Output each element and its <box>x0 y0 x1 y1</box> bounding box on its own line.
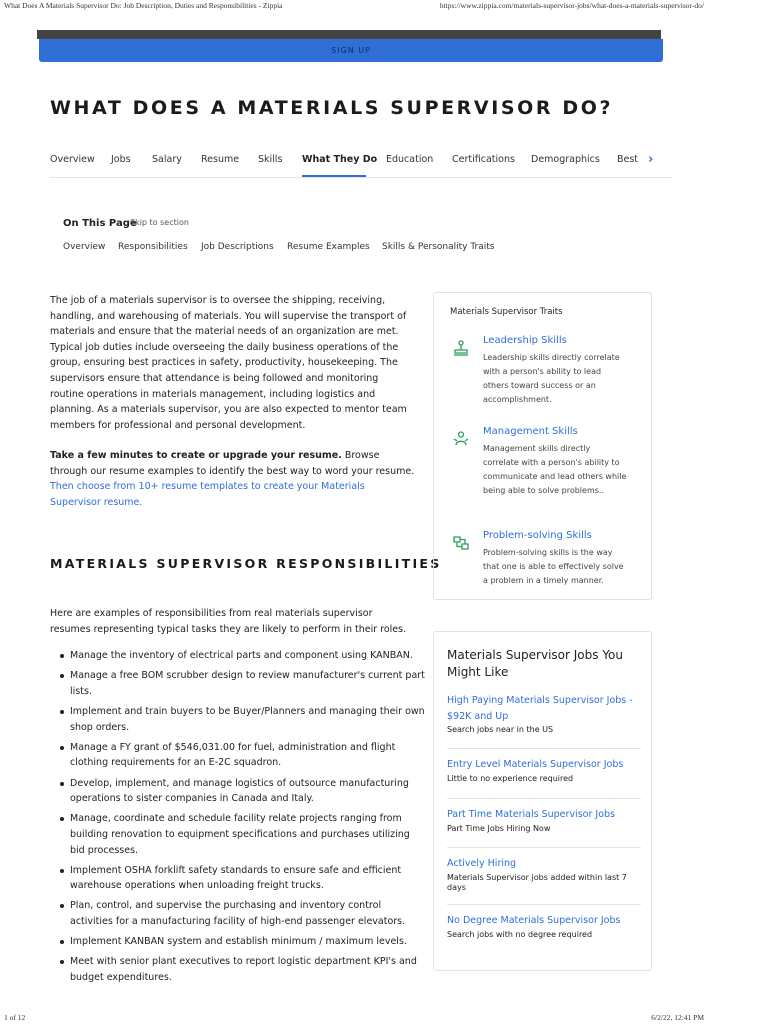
list-item <box>56 704 426 735</box>
list-item <box>56 954 426 985</box>
skip-to-section-link[interactable]: Skip to section <box>130 218 189 227</box>
job-link-title[interactable]: Part Time Materials Supervisor Jobs <box>447 809 615 820</box>
job-link-title[interactable]: High Paying Materials Supervisor Jobs - $92K and Up <box>447 695 633 722</box>
job-link-item[interactable] <box>447 856 641 893</box>
print-page-number: 1 of 12 <box>4 1013 26 1022</box>
print-header <box>0 0 768 14</box>
jump-link-skills-personality[interactable]: Skills & Personality Traits <box>382 242 495 252</box>
tab-what-they-do[interactable]: What They Do <box>302 154 378 165</box>
divider <box>447 798 641 799</box>
print-page-url: https://www.zippia.com/materials-supervisor-jobs/what-does-a-materials-supervisor-do/ <box>439 1 704 10</box>
list-item <box>56 863 426 894</box>
tab-salary[interactable]: Salary <box>152 154 182 165</box>
leadership-icon <box>452 339 470 357</box>
bullet-icon <box>60 710 64 714</box>
sign-up-button[interactable]: SIGN UP <box>39 39 663 62</box>
list-item <box>56 740 426 771</box>
jobs-card-title: Materials Supervisor Jobs You Might Like <box>447 648 623 679</box>
resume-templates-link[interactable]: Then choose from 10+ resume templates to create your Materials Supervisor resume. <box>50 481 365 508</box>
responsibility-text: Implement and train buyers to be Buyer/Planners and managing their own shop orders. <box>70 705 425 733</box>
jump-link-resume-examples[interactable]: Resume Examples <box>287 242 370 252</box>
divider <box>447 748 641 749</box>
responsibilities-intro: Here are examples of responsibilities from real materials supervisor resumes representing typical tasks they are likely to perform in their roles. <box>50 608 407 635</box>
job-link-title[interactable]: Actively Hiring <box>447 858 517 869</box>
page-title: WHAT DOES A MATERIALS SUPERVISOR DO? <box>50 97 614 119</box>
tab-demographics[interactable]: Demographics <box>531 154 600 165</box>
responsibility-text: Manage a FY grant of $546,031.00 for fuel, administration and flight clothing requirements for an E-2C squadron. <box>70 741 396 769</box>
on-this-page-title: On This Page <box>63 218 137 229</box>
divider <box>447 904 641 905</box>
site-top-bar <box>37 30 661 39</box>
resume-cta <box>50 448 415 510</box>
responsibility-text: Manage, coordinate and schedule facility relate projects ranging from building renovation to equipment specifications and purchases utilizing bid processes. <box>70 813 410 856</box>
responsibility-text: Manage a free BOM scrubber design to review manufacturer's current part lists. <box>70 670 425 697</box>
bullet-icon <box>60 746 64 750</box>
print-page-title: What Does A Materials Supervisor Do: Job Description, Duties and Responsibilities - Zippia <box>4 1 283 10</box>
job-link-item[interactable] <box>447 693 641 735</box>
job-link-item[interactable] <box>447 913 641 940</box>
bullet-icon <box>60 817 64 821</box>
responsibilities-list <box>56 648 426 990</box>
traits-card <box>433 292 652 600</box>
job-link-subtitle: Part Time Jobs Hiring Now <box>447 823 551 833</box>
responsibility-text: Implement KANBAN system and establish minimum / maximum levels. <box>70 936 407 948</box>
divider <box>447 847 641 848</box>
management-icon <box>452 430 470 448</box>
job-link-subtitle: Search jobs near in the US <box>447 725 554 734</box>
print-datetime: 6/2/22, 12:41 PM <box>651 1013 704 1022</box>
resume-cta-text: Browse through our resume examples to identify the best way to word your resume. <box>50 450 415 477</box>
jump-link-overview[interactable]: Overview <box>63 242 106 252</box>
list-item <box>56 898 426 929</box>
bullet-icon <box>60 960 64 964</box>
job-link-item[interactable] <box>447 807 641 834</box>
jump-link-job-descriptions[interactable]: Job Descriptions <box>201 242 274 252</box>
trait-name[interactable]: Problem-solving Skills <box>483 530 592 541</box>
trait-description: Leadership skills directly correlate with a person's ability to lead others toward success or an accomplishment. <box>483 353 620 404</box>
intro-paragraph: The job of a materials supervisor is to oversee the shipping, receiving, handling, and warehousing of materials. You will supervise the transport of materials and ensure that the material needs of an organization are met. Typical job duties include overseeing the daily business operations of the group, ensuring best practices in safety, productivity, housekeeping. The supervisors ensure that attendance is being followed and monitoring routine operations in materials management, including logistics and planning. As a materials supervisor, you are also expected to mentor team members for professional and personal development. <box>50 295 407 431</box>
responsibility-text: Plan, control, and supervise the purchasing and inventory control activities for a manufacturing facility of high-end passenger elevators. <box>70 900 406 928</box>
active-tab-indicator <box>302 175 366 177</box>
bullet-icon <box>60 940 64 944</box>
responsibility-text: Meet with senior plant executives to report logistic department KPI's and budget expenditures. <box>70 956 417 984</box>
bullet-icon <box>60 869 64 873</box>
tab-overview[interactable]: Overview <box>50 154 95 165</box>
tab-jobs[interactable]: Jobs <box>111 154 131 165</box>
jump-link-responsibilities[interactable]: Responsibilities <box>118 242 188 252</box>
problem-solving-icon <box>452 534 470 552</box>
resume-cta-bold: Take a few minutes to create or upgrade your resume. <box>50 450 342 461</box>
traits-title: Materials Supervisor Traits <box>450 307 563 317</box>
tab-education[interactable]: Education <box>386 154 434 165</box>
list-item <box>56 934 426 950</box>
trait-name[interactable]: Management Skills <box>483 426 578 437</box>
bullet-icon <box>60 674 64 678</box>
job-link-subtitle: Materials Supervisor jobs added within last 7 days <box>447 872 627 892</box>
list-item <box>56 811 426 858</box>
job-link-title[interactable]: Entry Level Materials Supervisor Jobs <box>447 759 624 770</box>
job-link-subtitle: Search jobs with no degree required <box>447 929 593 939</box>
bullet-icon <box>60 782 64 786</box>
chevron-right-icon[interactable]: › <box>648 152 654 167</box>
bullet-icon <box>60 904 64 908</box>
tab-best[interactable]: Best <box>617 154 639 165</box>
job-link-title[interactable]: No Degree Materials Supervisor Jobs <box>447 915 621 926</box>
list-item <box>56 668 426 699</box>
print-footer <box>0 1013 768 1024</box>
responsibility-text: Develop, implement, and manage logistics of outsource manufacturing operations to sister companies in Canada and Italy. <box>70 777 409 805</box>
job-link-item[interactable] <box>447 757 641 784</box>
tab-certifications[interactable]: Certifications <box>452 154 515 165</box>
bullet-icon <box>60 654 64 658</box>
list-item <box>56 776 426 807</box>
list-item <box>56 648 426 664</box>
job-link-subtitle: Little to no experience required <box>447 773 574 783</box>
responsibilities-heading: MATERIALS SUPERVISOR RESPONSIBILITIES <box>50 556 442 571</box>
responsibility-text: Implement OSHA forklift safety standards to ensure safe and efficient warehouse operations when unloading freight trucks. <box>70 864 402 892</box>
trait-name[interactable]: Leadership Skills <box>483 335 567 346</box>
responsibility-text: Manage the inventory of electrical parts and component using KANBAN. <box>70 650 413 661</box>
tab-resume[interactable]: Resume <box>201 154 240 165</box>
section-tabs <box>50 148 672 178</box>
trait-description: Management skills directly correlate with a person's ability to communicate and lead others while being able to solve problems.. <box>483 444 627 495</box>
jobs-you-might-like-card <box>433 631 652 971</box>
trait-description: Problem-solving skills is the way that one is able to effectively solve a problem in a timely manner. <box>483 548 624 585</box>
tab-skills[interactable]: Skills <box>258 154 283 165</box>
